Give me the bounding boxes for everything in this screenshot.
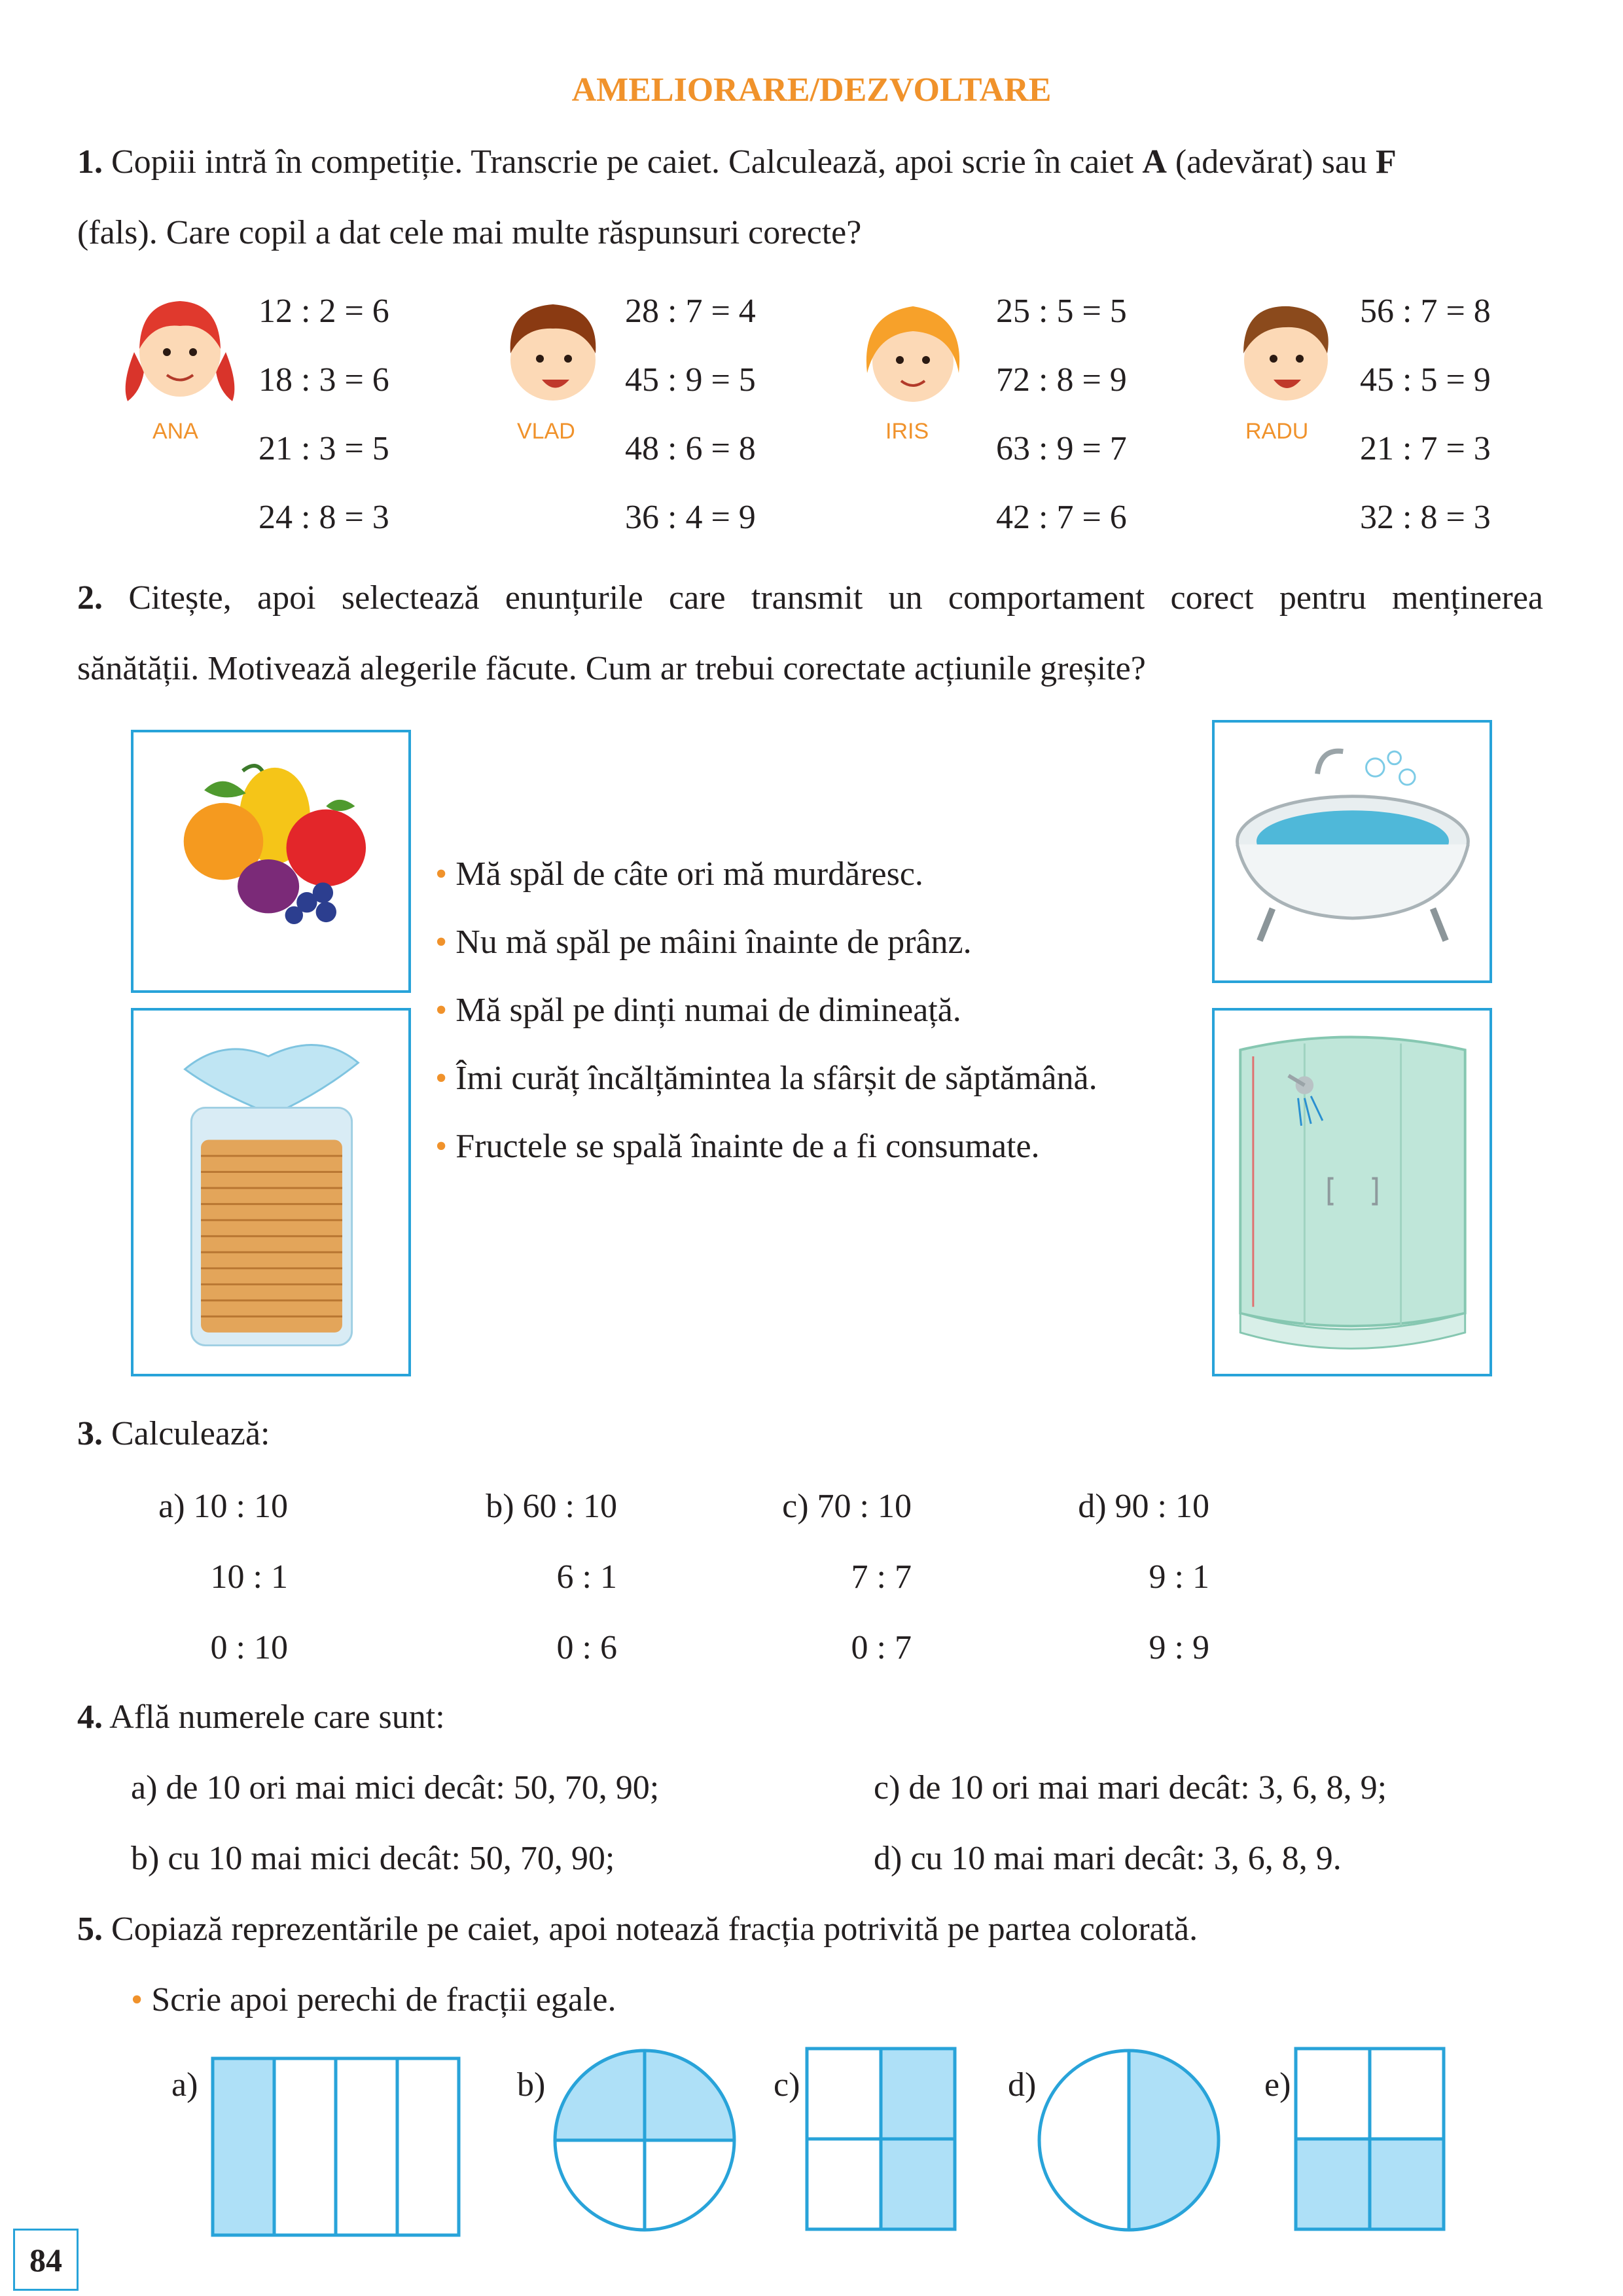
- ex3-item: b) 60 : 10: [486, 1488, 617, 1525]
- ex3-item: 6 : 1: [556, 1558, 617, 1596]
- shower-icon: [1215, 1011, 1489, 1374]
- bullet-dot: •: [131, 1981, 143, 2018]
- page-number: 84: [13, 2229, 79, 2291]
- equation: 18 : 3 = 6: [259, 361, 389, 399]
- fraction-part: [1370, 2049, 1444, 2139]
- shower-frame: [1212, 1008, 1492, 1376]
- fraction-part: [274, 2058, 336, 2235]
- fraction-part-colored: [881, 2049, 955, 2139]
- ex4-item-d: d) cu 10 mai mari decât: 3, 6, 8, 9.: [874, 1840, 1342, 1877]
- bullet-dot: •: [435, 992, 448, 1029]
- ex3-item: c) 70 : 10: [782, 1488, 912, 1525]
- ex3-item: 0 : 6: [556, 1629, 617, 1666]
- child-name-ana: ANA: [152, 419, 198, 444]
- ex1-line1-a: Copiii intră în competiție. Transcrie pe caiet. Calculează, apoi scrie în caiet: [111, 143, 1134, 181]
- bathtub-icon: [1215, 723, 1489, 980]
- fraction-figure-d: [1034, 2045, 1224, 2235]
- ex2-text-line2: sănătății. Motivează alegerile făcute. Cum ar trebui corectate acțiunile greșite?: [77, 650, 1146, 687]
- list-item: [435, 1062, 1097, 1130]
- ex3-item: 10 : 1: [210, 1558, 288, 1596]
- fraction-part: [397, 2058, 459, 2235]
- girl-ana-icon: [115, 287, 245, 411]
- ex1-bold-a: A: [1142, 143, 1167, 181]
- child-name-radu: RADU: [1245, 419, 1309, 444]
- fraction-label-b: b): [517, 2066, 546, 2104]
- ex1-text-line2: (fals). Care copil a dat cele mai multe răspunsuri corecte?: [77, 214, 862, 251]
- equation: 45 : 9 = 5: [625, 361, 756, 399]
- ex2-line1: Citește, apoi selectează enunțurile care transmit un comportament corect pentru menținerea: [128, 579, 1544, 617]
- ex3-column-a: [131, 1487, 288, 1699]
- equation: 24 : 8 = 3: [259, 499, 389, 536]
- bullet-dot: •: [435, 1060, 448, 1097]
- ana-equations: [259, 292, 389, 567]
- ex3-title: Calculează:: [111, 1415, 270, 1452]
- iris-equations: [996, 292, 1127, 567]
- ex3-column-c: [764, 1487, 912, 1699]
- fraction-label-d: d): [1008, 2066, 1037, 2104]
- equation: 36 : 4 = 9: [625, 499, 756, 536]
- fraction-figure-e: [1293, 2045, 1450, 2235]
- list-item: [435, 994, 1097, 1062]
- ex4-item-c: c) de 10 ori mai mari decât: 3, 6, 8, 9;: [874, 1769, 1387, 1806]
- ex3-item: 0 : 7: [851, 1629, 912, 1666]
- ex3-column-b: [470, 1487, 617, 1699]
- vlad-equations: [625, 292, 756, 567]
- page-heading: AMELIORARE/DEZVOLTARE: [571, 71, 1052, 109]
- boy-radu-icon: [1217, 288, 1355, 412]
- ex4-number: 4.: [77, 1698, 103, 1736]
- fraction-label-c: c): [774, 2066, 800, 2104]
- ex5-heading: [77, 1912, 1198, 1946]
- ex2-number: 2.: [77, 579, 103, 617]
- ex5-title: Copiază reprezentările pe caiet, apoi notează fracția potrivită pe partea colorată.: [111, 1910, 1198, 1948]
- radu-equations: [1360, 292, 1491, 567]
- fraction-figure-b: [550, 2045, 740, 2235]
- fraction-part: [1296, 2049, 1370, 2139]
- list-item: [435, 1130, 1097, 1198]
- equation: 45 : 5 = 9: [1360, 361, 1491, 399]
- fruits-frame: [131, 730, 411, 993]
- equation: 21 : 3 = 5: [259, 430, 389, 467]
- fruits-icon: [134, 732, 408, 990]
- equation: 56 : 7 = 8: [1360, 293, 1491, 330]
- fraction-label-e: e): [1264, 2066, 1291, 2104]
- ex1-text-line1: [77, 145, 1543, 179]
- ex4-item-b: b) cu 10 mai mici decât: 50, 70, 90;: [131, 1840, 615, 1877]
- equation: 32 : 8 = 3: [1360, 499, 1491, 536]
- ex3-item: 9 : 9: [1149, 1629, 1209, 1666]
- fraction-part-colored: [1296, 2139, 1370, 2229]
- bullet-text: Mă spăl de câte ori mă murdăresc.: [455, 855, 923, 893]
- fraction-label-a: a): [171, 2066, 198, 2104]
- bullet-text: Nu mă spăl pe mâini înainte de prânz.: [455, 924, 972, 961]
- ex1-line1-b: (adevărat) sau: [1175, 143, 1367, 181]
- bullet-dot: •: [435, 924, 448, 961]
- bullet-text: Îmi curăț încălțămintea la sfârșit de săptămână.: [455, 1060, 1097, 1097]
- girl-iris-icon: [847, 288, 978, 412]
- ex5-number: 5.: [77, 1910, 103, 1948]
- bread-frame: [131, 1008, 411, 1376]
- ex2-bullet-list: [435, 857, 1097, 1198]
- equation: 21 : 7 = 3: [1360, 430, 1491, 467]
- fraction-figure-c: [804, 2045, 961, 2235]
- child-name-iris: IRIS: [885, 419, 929, 444]
- ex3-heading: [77, 1417, 270, 1451]
- fraction-figure-a: [209, 2055, 465, 2238]
- ex3-item: 9 : 1: [1149, 1558, 1209, 1596]
- equation: 28 : 7 = 4: [625, 293, 756, 330]
- ex3-item: d) 90 : 10: [1078, 1488, 1209, 1525]
- bullet-text: Fructele se spală înainte de a fi consumate.: [455, 1128, 1040, 1165]
- child-name-vlad: VLAD: [517, 419, 575, 444]
- fraction-part-colored: [1370, 2139, 1444, 2229]
- equation: 12 : 2 = 6: [259, 293, 389, 330]
- ex3-item: 7 : 7: [851, 1558, 912, 1596]
- bullet-dot: •: [435, 1128, 448, 1165]
- fraction-part: [336, 2058, 397, 2235]
- fraction-part-colored: [1129, 2051, 1219, 2230]
- ex3-number: 3.: [77, 1415, 103, 1452]
- equation: 72 : 8 = 9: [996, 361, 1127, 399]
- bullet-dot: •: [435, 855, 448, 893]
- bullet-text: Mă spăl pe dinți numai de dimineață.: [455, 992, 961, 1029]
- ex2-text-line1: [77, 581, 1543, 615]
- bathtub-frame: [1212, 720, 1492, 983]
- list-item: [435, 925, 1097, 994]
- ex1-number: 1.: [77, 143, 103, 181]
- ex1-bold-f: F: [1375, 143, 1397, 181]
- equation: 25 : 5 = 5: [996, 293, 1127, 330]
- fraction-part: [807, 2049, 881, 2139]
- bread-icon: [134, 1011, 408, 1374]
- ex3-column-d: [1059, 1487, 1209, 1699]
- ex4-heading: [77, 1700, 445, 1734]
- ex4-item-a: a) de 10 ori mai mici decât: 50, 70, 90;: [131, 1769, 660, 1806]
- ex5-bullet-text: Scrie apoi perechi de fracții egale.: [151, 1981, 616, 2018]
- fraction-part-colored: [881, 2139, 955, 2229]
- fraction-part: [807, 2139, 881, 2229]
- ex3-item: 0 : 10: [210, 1629, 288, 1666]
- list-item: [435, 857, 1097, 925]
- equation: 42 : 7 = 6: [996, 499, 1127, 536]
- ex4-title: Află numerele care sunt:: [109, 1698, 445, 1736]
- boy-vlad-icon: [484, 288, 622, 412]
- fraction-part-colored: [213, 2058, 274, 2235]
- equation: 48 : 6 = 8: [625, 430, 756, 467]
- ex5-bullet: [131, 1983, 616, 2017]
- equation: 63 : 9 = 7: [996, 430, 1127, 467]
- ex3-item: a) 10 : 10: [158, 1488, 288, 1525]
